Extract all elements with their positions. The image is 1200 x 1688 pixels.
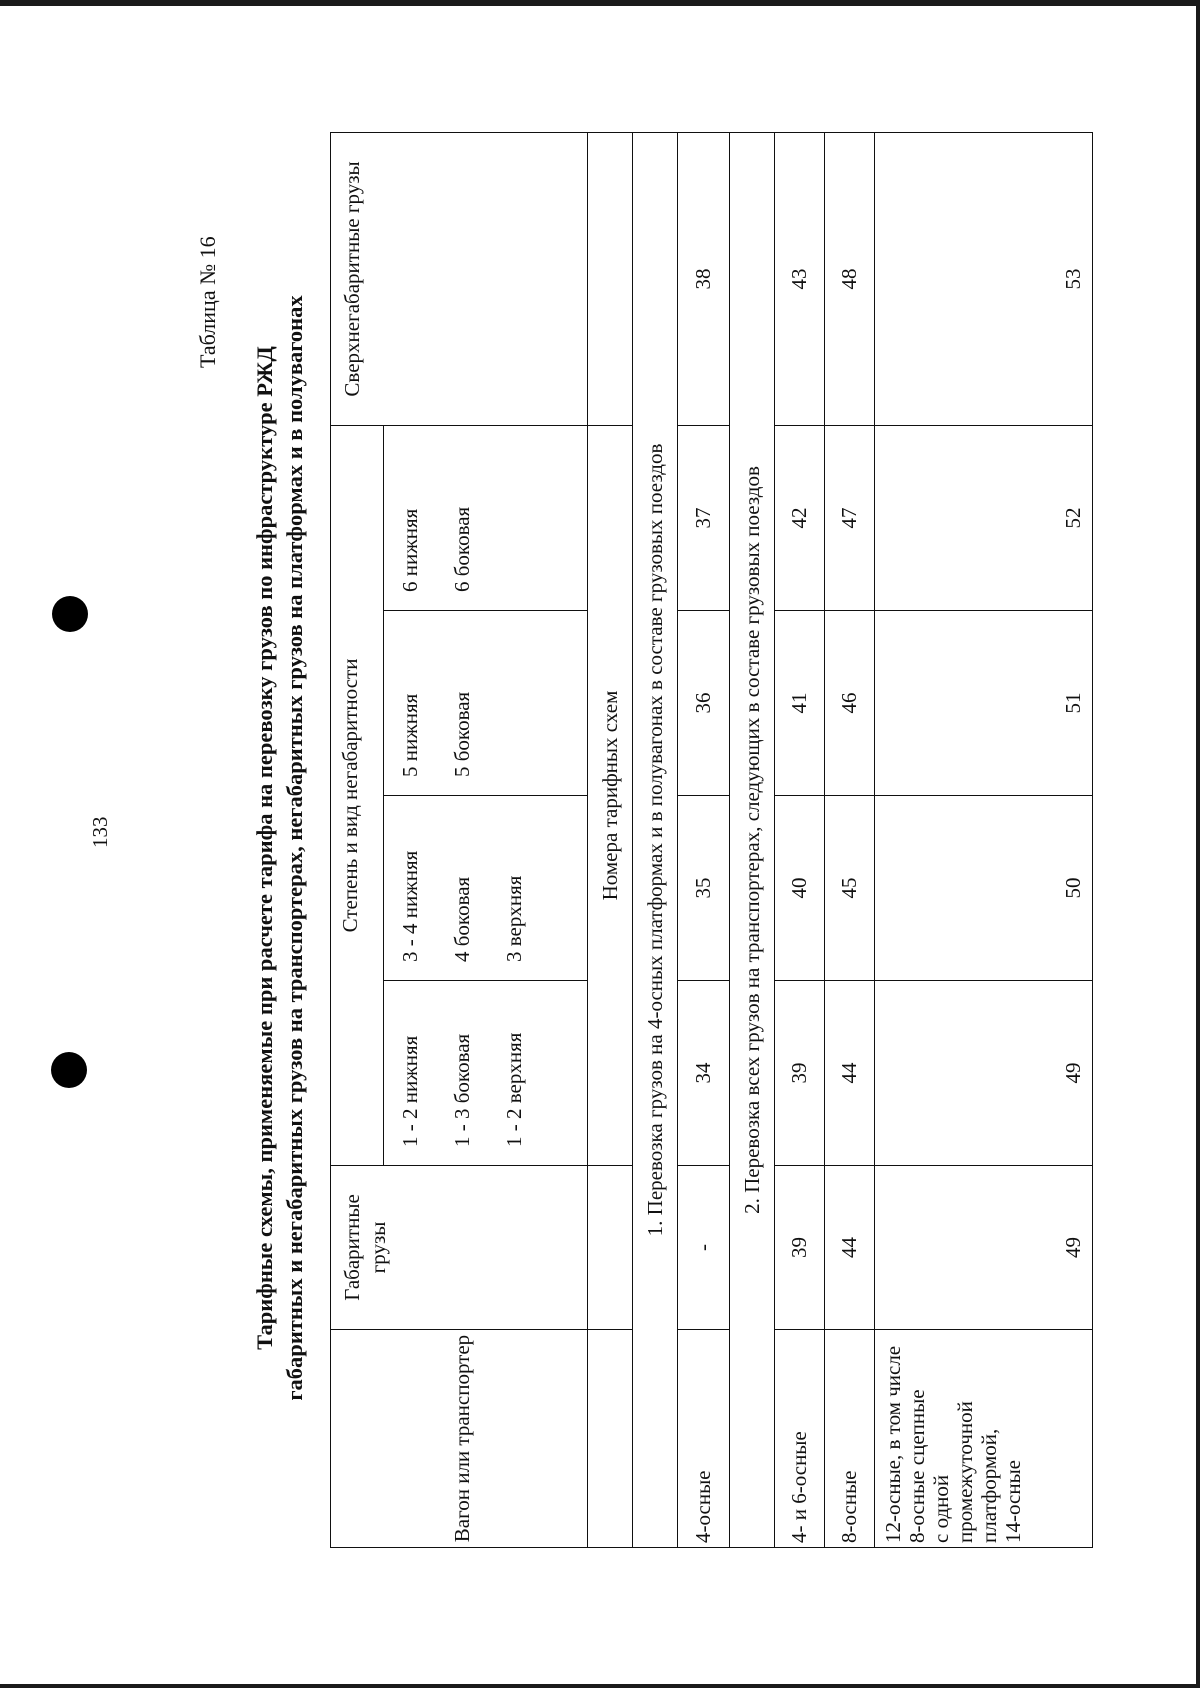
section-2-title: 2. Перевозка всех грузов на транспортерах, следующих в составе грузовых поездов bbox=[730, 132, 775, 1547]
cell-c3: 36 bbox=[678, 611, 730, 796]
subheader-3-line: 5 нижняя bbox=[398, 693, 422, 777]
section-2-title-row bbox=[730, 132, 775, 1547]
subheader-2-line: 4 боковая bbox=[450, 876, 474, 962]
row-label bbox=[875, 1330, 1093, 1548]
cell-c2: 50 bbox=[875, 796, 1093, 981]
cell-gabaritnye: - bbox=[678, 1166, 730, 1330]
cell-c1: 44 bbox=[825, 981, 875, 1166]
cell-sverh: 38 bbox=[678, 132, 730, 425]
row-label-line: платформой, bbox=[977, 1428, 1001, 1543]
title-line-1: Тарифные схемы, применяемые при расчете тарифа на перевозку грузов по инфраструктуре РЖД bbox=[252, 346, 277, 1350]
document-title bbox=[250, 148, 310, 1548]
row-label-line: 8-осные сцепные bbox=[905, 1389, 929, 1543]
cell-sverh: 48 bbox=[825, 132, 875, 425]
cell-gabaritnye: 49 bbox=[875, 1166, 1093, 1330]
cell-sverh: 43 bbox=[775, 132, 825, 425]
header-stepen: Степень и вид негабаритности bbox=[331, 425, 384, 1165]
cell-c4: 37 bbox=[678, 425, 730, 610]
subheader-3 bbox=[384, 611, 588, 796]
cell-c3: 41 bbox=[775, 611, 825, 796]
cell-c2: 45 bbox=[825, 796, 875, 981]
cell-c4: 42 bbox=[775, 425, 825, 610]
header-gabaritnye: Габаритные грузы bbox=[331, 1166, 588, 1330]
header-row-1 bbox=[331, 132, 384, 1547]
section-1-title-row bbox=[633, 132, 678, 1547]
table-row bbox=[825, 132, 875, 1547]
row-label-line: 12-осные, в том числе bbox=[881, 1345, 905, 1543]
cell-c1: 49 bbox=[875, 981, 1093, 1166]
subheader-3-line: 5 боковая bbox=[450, 691, 474, 777]
subheader-2-line: 3 - 4 нижняя bbox=[398, 850, 422, 962]
cell-c1: 34 bbox=[678, 981, 730, 1166]
cell-sverh: 53 bbox=[875, 132, 1093, 425]
cell-c1: 39 bbox=[775, 981, 825, 1166]
cell-c2: 40 bbox=[775, 796, 825, 981]
subheader-4-line: 6 нижняя bbox=[398, 508, 422, 592]
subheader-1-line: 1 - 2 нижняя bbox=[398, 1035, 422, 1147]
tariff-table bbox=[330, 132, 1093, 1548]
cell-c3: 51 bbox=[875, 611, 1093, 796]
row-label-line: 14-осные bbox=[1001, 1459, 1025, 1543]
header-wagon: Вагон или транспортер bbox=[331, 1330, 588, 1548]
nomera-empty-cell bbox=[588, 1330, 633, 1548]
cell-gabaritnye: 44 bbox=[825, 1166, 875, 1330]
row-label: 4- и 6-осные bbox=[775, 1330, 825, 1548]
nomera-empty-cell bbox=[588, 1166, 633, 1330]
row-label: 8-осные bbox=[825, 1330, 875, 1548]
subheader-2 bbox=[384, 796, 588, 981]
subheader-4-line: 6 боковая bbox=[450, 506, 474, 592]
row-label: 4-осные bbox=[678, 1330, 730, 1548]
cell-gabaritnye: 39 bbox=[775, 1166, 825, 1330]
header-sverhnegabaritnye: Сверхнегабаритные грузы bbox=[331, 132, 588, 425]
page-number: 133 bbox=[88, 816, 112, 848]
header-row-nomera bbox=[588, 132, 633, 1547]
subheader-1-line: 1 - 3 боковая bbox=[450, 1033, 474, 1147]
table-row bbox=[875, 132, 1093, 1547]
subheader-4 bbox=[384, 425, 588, 610]
cell-c4: 52 bbox=[875, 425, 1093, 610]
subheader-2-line: 3 верхняя bbox=[502, 875, 526, 962]
table-row bbox=[775, 132, 825, 1547]
table-row bbox=[678, 132, 730, 1547]
cell-c4: 47 bbox=[825, 425, 875, 610]
table-label: Таблица № 16 bbox=[195, 236, 220, 368]
row-label-line: с одной bbox=[929, 1474, 953, 1543]
subheader-1-line: 1 - 2 верхняя bbox=[502, 1032, 526, 1147]
nomera-tarifnyh-shem: Номера тарифных схем bbox=[588, 425, 633, 1165]
nomera-empty-cell bbox=[588, 132, 633, 425]
subheader-1 bbox=[384, 981, 588, 1166]
cell-c3: 46 bbox=[825, 611, 875, 796]
section-1-title: 1. Перевозка грузов на 4-осных платформах и в полувагонах в составе грузовых поездов bbox=[633, 132, 678, 1547]
row-label-line: промежуточной bbox=[953, 1401, 977, 1543]
title-line-2: габаритных и негабаритных грузов на транспортерах, негабаритных грузов на платформах и в полувагонах bbox=[282, 295, 307, 1401]
cell-c2: 35 bbox=[678, 796, 730, 981]
